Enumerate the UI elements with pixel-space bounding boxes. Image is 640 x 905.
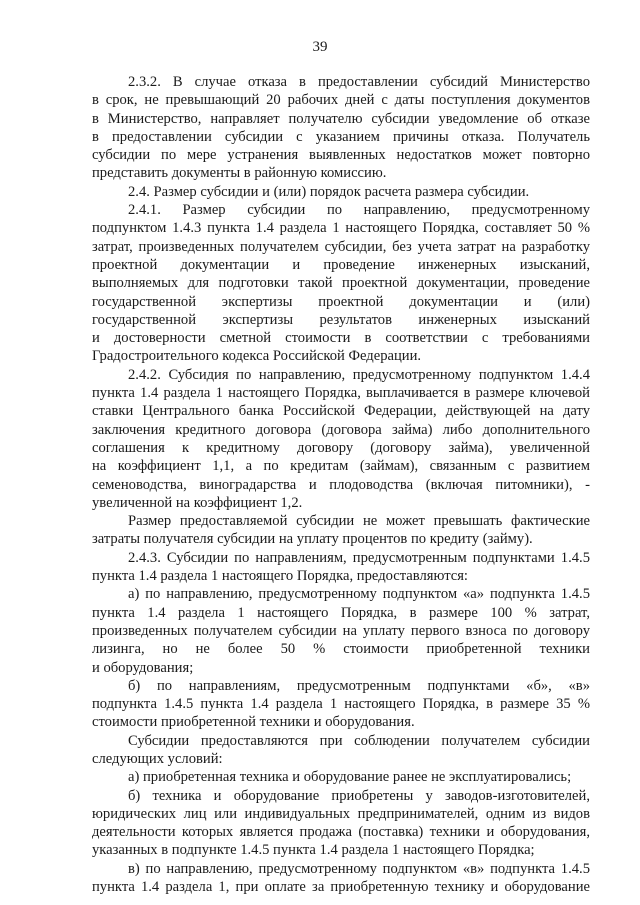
document-body: [92, 73, 590, 896]
text-line: деятельности которых является продажа (поставка) техники и оборудования,: [92, 824, 590, 841]
text-line: подпункта 1.4.5 пункта 1.4 раздела 1 настоящего Порядка, в размере 35 %: [92, 696, 590, 713]
text-line: пункта 1.4 раздела 1 настоящего Порядка, выплачивается в размере ключевой: [92, 385, 590, 402]
text-line: в предоставлении субсидии с указанием причины отказа. Получатель: [92, 128, 590, 145]
text-line: и оборудования;: [92, 659, 194, 676]
text-line: а) приобретенная техника и оборудование ранее не эксплуатировались;: [128, 769, 572, 786]
text-line: произведенных получателем субсидии на уплату первого взноса по договору: [92, 622, 590, 639]
text-line: подпунктом 1.4.3 пункта 1.4 раздела 1 настоящего Порядка, составляет 50 %: [92, 220, 590, 237]
text-line: а) по направлению, предусмотренному подпунктом «а» подпункта 1.4.5: [128, 586, 590, 603]
text-line: в срок, не превышающий 20 рабочих дней с даты поступления документов: [92, 92, 590, 109]
text-line: пункта 1.4 раздела 1 настоящего Порядка, предоставляются:: [92, 568, 468, 585]
text-line: в Министерство, направляет получателю субсидии уведомление об отказе: [92, 110, 590, 127]
text-line: б) техника и оборудование приобретены у заводов-изготовителей,: [128, 787, 590, 804]
text-line: затраты получателя субсидии на уплату процентов по кредиту (займу).: [92, 531, 533, 548]
text-line: 2.4.2. Субсидия по направлению, предусмотренному подпунктом 1.4.4: [128, 366, 590, 383]
text-line: соглашения к кредитному договору (договору займа), увеличенной: [92, 439, 590, 456]
text-line: Субсидии предоставляются при соблюдении получателем субсидии: [128, 732, 590, 749]
text-line: государственной экспертизы результатов инженерных изысканий: [92, 311, 590, 328]
text-line: затрат, произведенных получателем субсидии, без учета затрат на разработку: [92, 238, 590, 255]
text-line: представить документы в районную комиссию.: [92, 165, 387, 182]
text-line: 2.3.2. В случае отказа в предоставлении субсидий Министерство: [128, 74, 590, 90]
text-line: на коэффициент 1,1, а по кредитам (займам), связанным с развитием: [92, 458, 590, 475]
text-line: 2.4.3. Субсидии по направлениям, предусмотренным подпунктами 1.4.5: [128, 549, 590, 566]
text-line: Градостроительного кодекса Российской Федерации.: [92, 348, 422, 365]
text-line: 2.4.1. Размер субсидии по направлению, предусмотренному: [128, 202, 590, 219]
text-line: проектной документации и проведение инженерных изысканий,: [92, 256, 590, 273]
text-line: пункта 1.4 раздела 1 настоящего Порядка, в размере 100 % затрат,: [92, 604, 590, 621]
text-line: стоимости приобретенной техники и оборудования.: [92, 714, 415, 731]
text-line: выполняемых для подготовки такой проектной документации, проведение: [92, 275, 590, 292]
text-line: заключения кредитного договора (договора займа) либо дополнительного: [92, 421, 590, 438]
text-line: государственной экспертизы проектной документации и (или): [92, 293, 590, 310]
text-line: б) по направлениям, предусмотренным подпунктами «б», «в»: [128, 677, 590, 694]
text-line: ставки Центрального банка Российской Федерации, действующей на дату: [92, 403, 590, 420]
text-line: пункта 1.4 раздела 1, при оплате за приобретенную технику и оборудование: [92, 879, 590, 896]
text-line: Размер предоставляемой субсидии не может превышать фактические: [128, 513, 590, 530]
text-line: юридических лиц или индивидуальных предпринимателей, одним из видов: [92, 805, 590, 822]
page-number: 39: [312, 39, 328, 55]
text-line: и достоверности сметной стоимости в соответствии с требованиями: [92, 330, 590, 347]
text-line: следующих условий:: [92, 750, 223, 767]
text-line: указанных в подпункте 1.4.5 пункта 1.4 раздела 1 настоящего Порядка;: [92, 842, 535, 859]
text-line: 2.4. Размер субсидии и (или) порядок расчета размера субсидии.: [128, 183, 530, 200]
text-line: увеличенной на коэффициент 1,2.: [92, 494, 303, 511]
text-line: семеноводства, виноградарства и плодоводства (включая питомники), -: [92, 476, 590, 493]
text-line: в) по направлению, предусмотренному подпунктом «в» подпункта 1.4.5: [128, 860, 590, 877]
text-line: лизинга, но не более 50 % стоимости приобретенной техники: [92, 641, 590, 658]
text-line: субсидии по мере устранения выявленных недостатков может повторно: [92, 147, 590, 164]
